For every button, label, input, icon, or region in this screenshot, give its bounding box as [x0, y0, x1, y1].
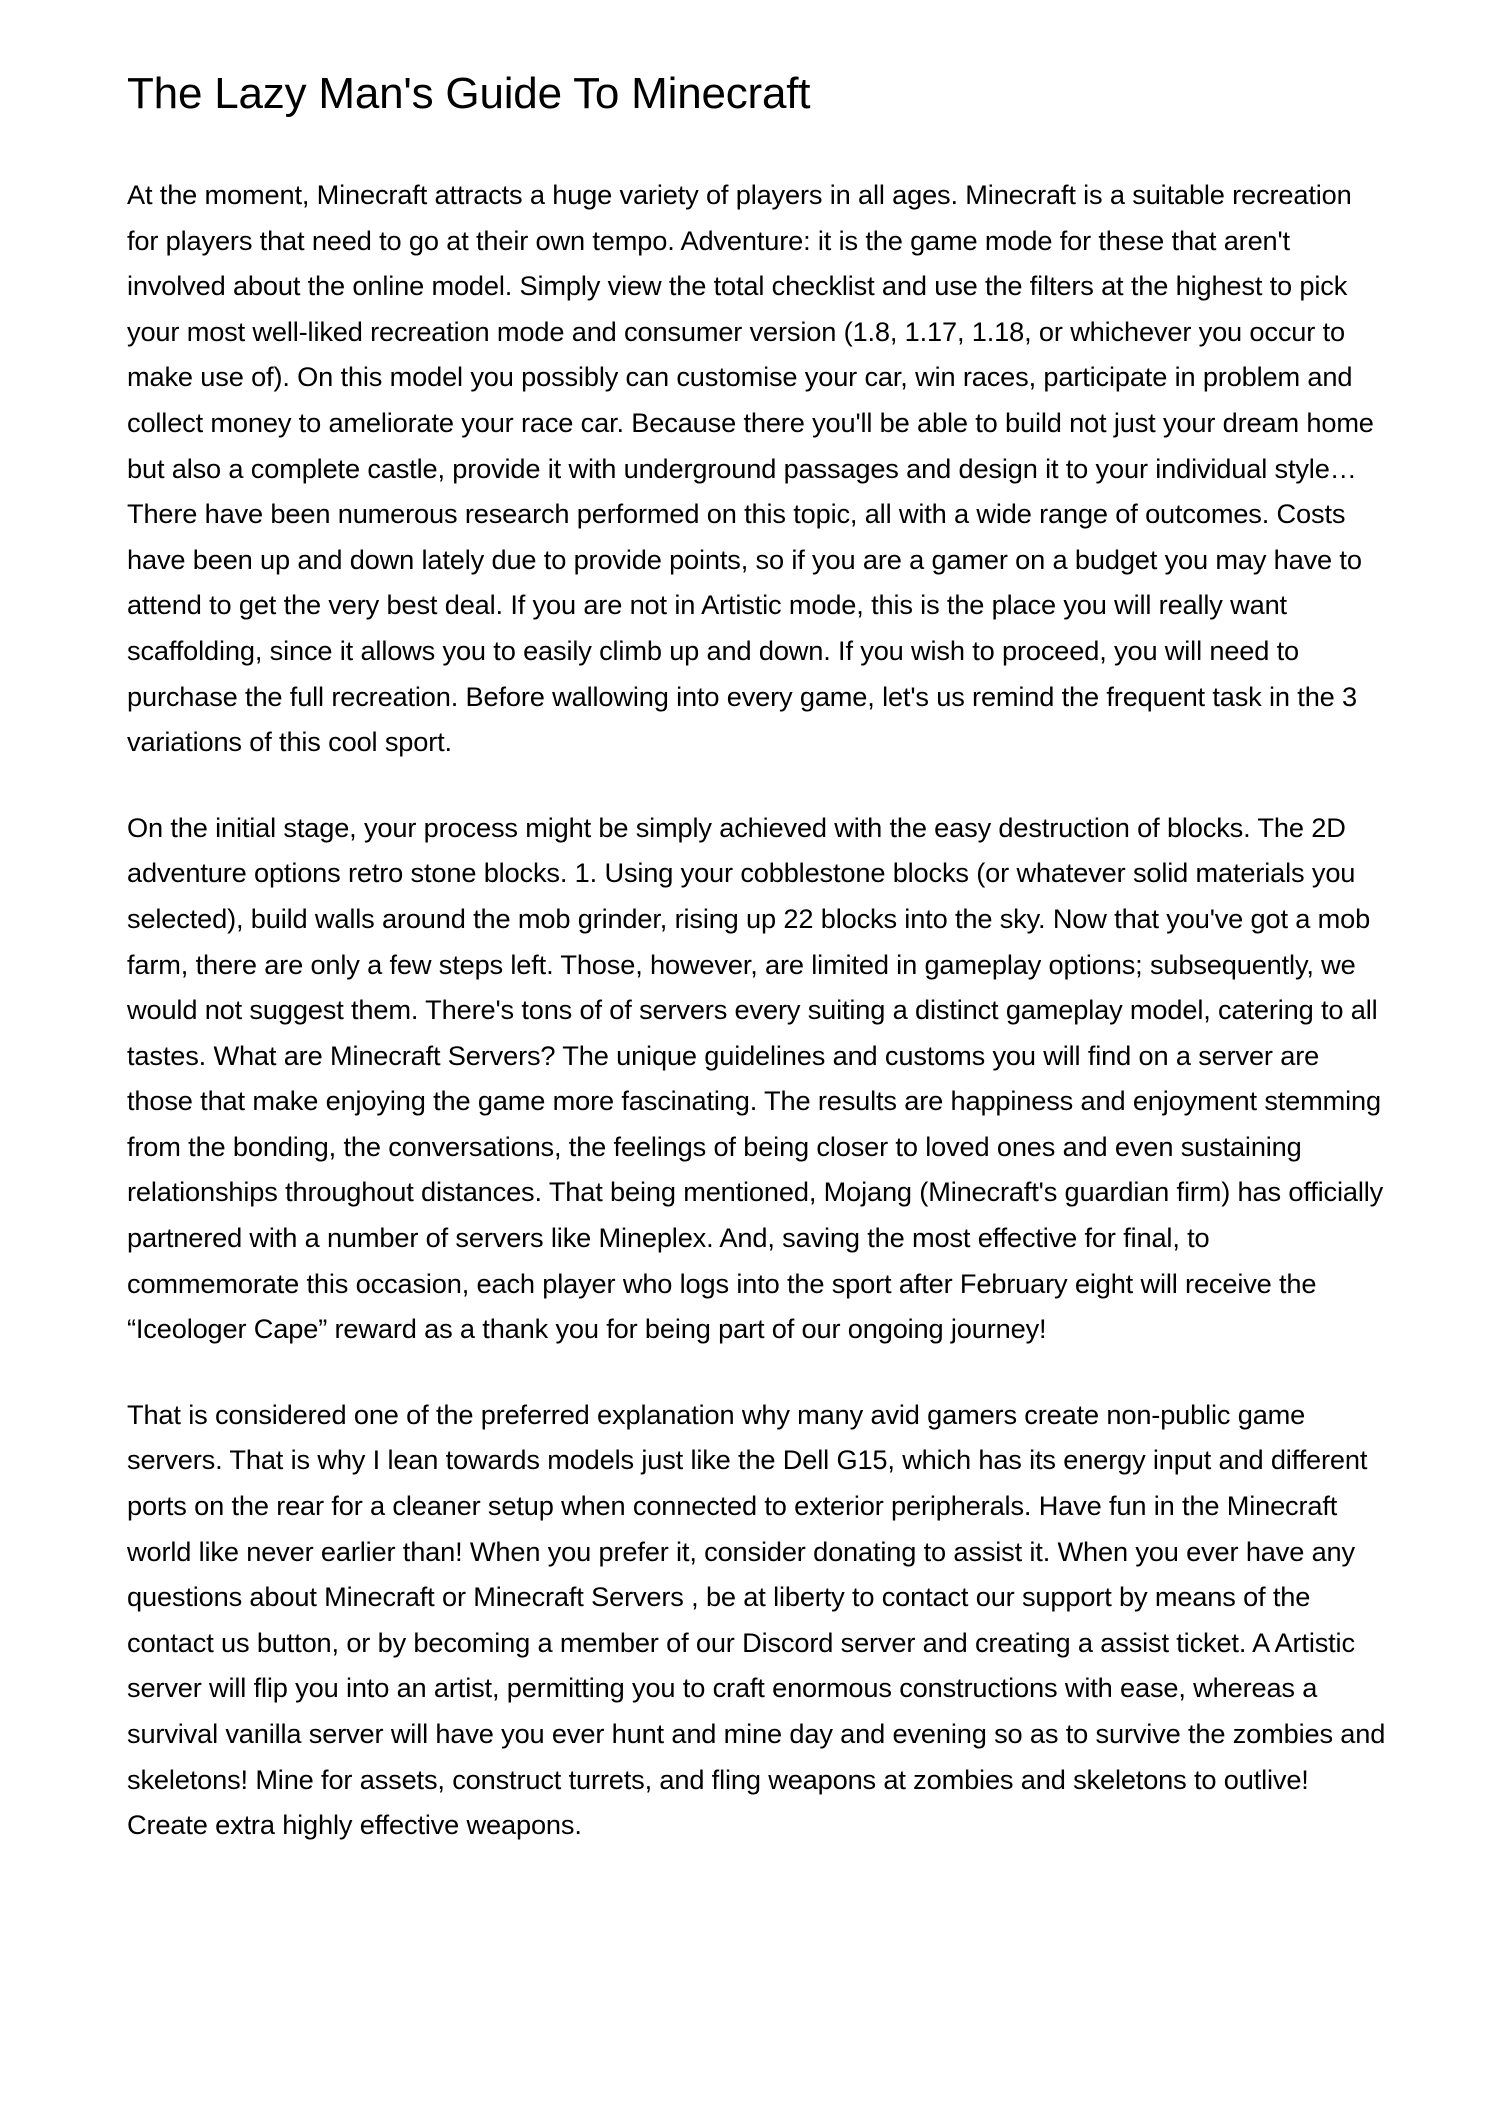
paragraph-1: At the moment, Minecraft attracts a huge variety of players in all ages. Minecraft is a suitable recreation for players that need to go at their own tempo. Adventure: it is the game mode for these that aren't involved about the online model. Simply view the total checklist and use the filters at the highest to pick your most well-liked recreation mode and consumer version (1.8, 1.17, 1.18, or whichever you occur to make use of). On this model you possibly can customise your car, win races, participate in problem and collect money to ameliorate your race car. Because there you'll be able to build not just your dream home but also a complete castle, provide it with underground passages and design it to your individual style… There have been numerous research performed on this topic, all with a wide range of outcomes. Costs have been up and down lately due to provide points, so if you are a gamer on a budget you may have to attend to get the very best deal. If you are not in Artistic mode, this is the place you will really want scaffolding, since it allows you to easily climb up and down. If you wish to proceed, you will need to purchase the full recreation. Before wallowing into every game, let's us remind the frequent task in the 3 variations of this cool sport.	[127, 179, 1374, 758]
document-title: The Lazy Man's Guide To Minecraft	[127, 69, 811, 118]
document-page	[127, 0, 1387, 1848]
paragraph-2: On the initial stage, your process might be simply achieved with the easy destruction of blocks. The 2D adventure options retro stone blocks. 1. Using your cobblestone blocks (or whatever solid materials you selected), build walls around the mob grinder, rising up 22 blocks into the sky. Now that you've got a mob farm, there are only a few steps left. Those, however, are limited in gameplay options; subsequently, we would not suggest them. There's tons of of servers every suiting a distinct gameplay model, catering to all tastes. What are Minecraft Servers? The unique guidelines and customs you will find on a server are those that make enjoying the game more fascinating. The results are happiness and enjoyment stemming from the bonding, the conversations, the feelings of being closer to loved ones and even sustaining relationships throughout distances. That being mentioned, Mojang (Minecraft's guardian firm) has officially partnered with a number of servers like Mineplex. And, saving the most effective for final, to commemorate this occasion, each player who logs into the sport after February eight will receive the “Iceologer Cape” reward as a thank you for being part of our ongoing journey!	[127, 811, 1384, 1345]
paragraph-3: That is considered one of the preferred explanation why many avid gamers create non-public game servers. That is why I lean towards models just like the Dell G15, which has its energy input and different ports on the rear for a cleaner setup when connected to exterior peripherals. Have fun in the Minecraft world like never earlier than! When you prefer it, consider donating to assist it. When you ever have any questions about Minecraft or Minecraft Servers , be at liberty to contact our support by means of the contact us button, or by becoming a member of our Discord server and creating a assist ticket. A Artistic server will flip you into an artist, permitting you to craft enormous constructions with ease, whereas a survival vanilla server will have you ever hunt and mine day and evening so as to survive the zombies and skeletons! Mine for assets, construct turrets, and fling weapons at zombies and skeletons to outlive! Create extra highly effective weapons.	[127, 1398, 1386, 1841]
